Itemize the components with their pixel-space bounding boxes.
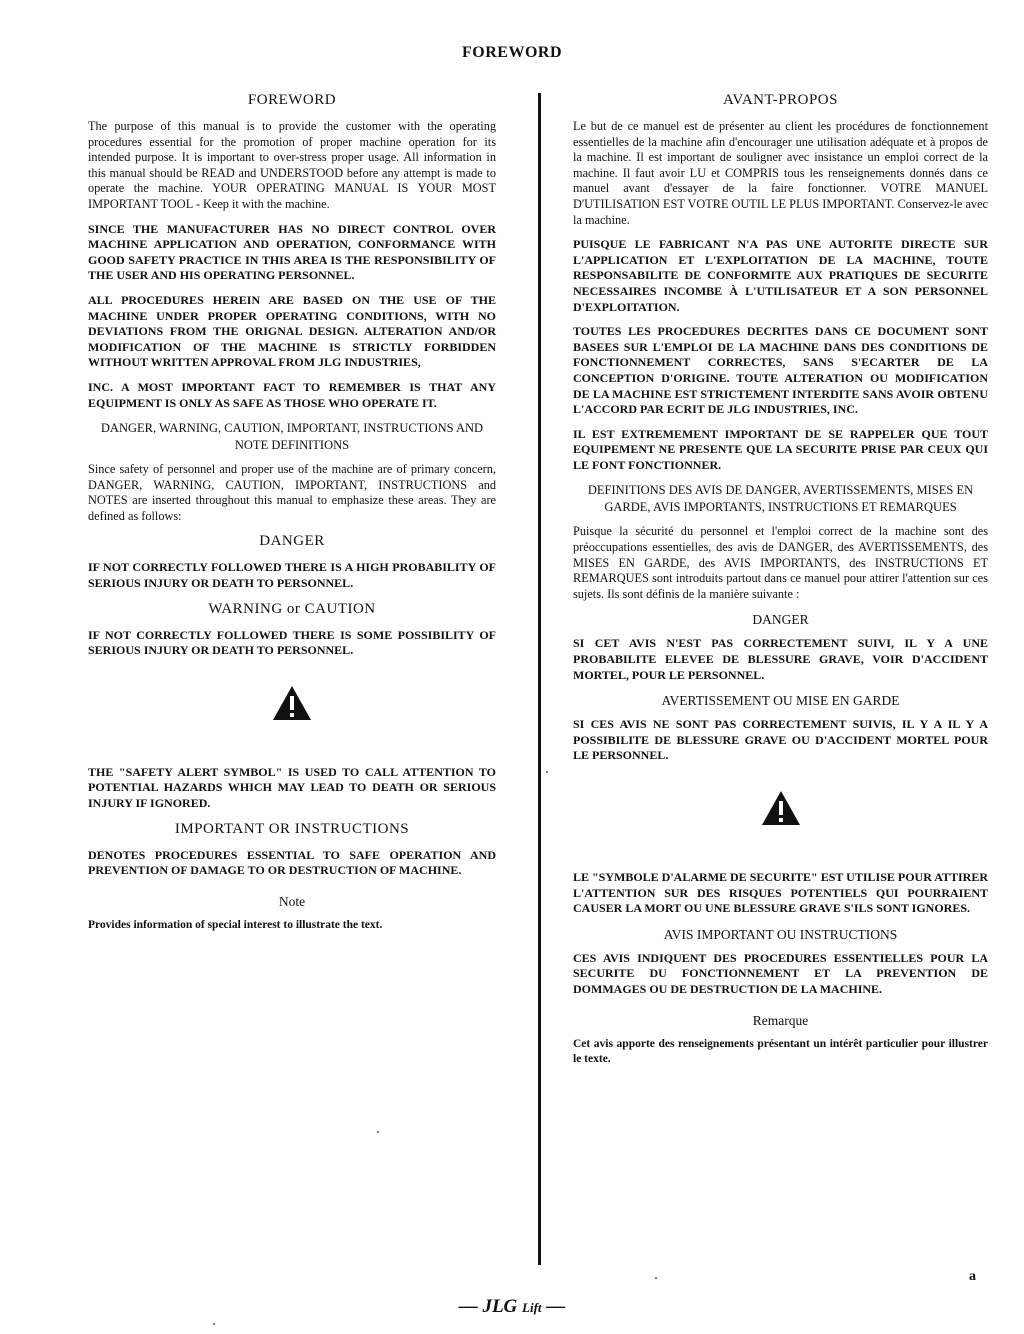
warning-triangle-icon xyxy=(272,685,312,721)
scan-speck xyxy=(377,1131,379,1133)
danger-text: SI CET AVIS N'EST PAS CORRECTEMENT SUIVI, IL Y A UNE PROBABILITE ELEVEE DE BLESSURE GRAVE, VOIR D'ACCIDENT MORTEL, POUR LE PERSONNEL. xyxy=(573,636,988,682)
definitions-heading: DEFINITIONS DES AVIS DE DANGER, AVERTISSEMENTS, MISES EN GARDE, AVIS IMPORTANTS, INSTRUCTIONS ET REMARQUES xyxy=(587,483,974,515)
warning-heading: WARNING or CAUTION xyxy=(208,600,376,617)
symbol-text: THE "SAFETY ALERT SYMBOL" IS USED TO CALL ATTENTION TO POTENTIAL HAZARDS WHICH MAY LEAD TO DEATH OR SERIOUS INJURY IF IGNORED. xyxy=(88,764,496,811)
page-title: FOREWORD xyxy=(462,44,562,61)
definitions-paragraph: Since safety of personnel and proper use of the machine are of primary concern, DANGER, WARNING, CAUTION, IMPORTANT, INSTRUCTIONS and NOTES are inserted throughout this manual to emphasize these areas. They are defined as follows: xyxy=(88,462,496,523)
symbol-text: LE "SYMBOLE D'ALARME DE SECURITE" EST UTILISE POUR ATTIRER L'ATTENTION SUR DES RISQUES POTENTIELS QUI POURRAIENT CAUSER LA MORT OU UNE BLESSURE GRAVE S'ILS SONT IGNORES. xyxy=(573,870,988,916)
warning-text: SI CES AVIS NE SONT PAS CORRECTEMENT SUIVIS, IL Y A IL Y A POSSIBILITE DE BLESSURE GRAVE OU D'ACCIDENT MORTEL POUR LE PERSONNEL. xyxy=(573,717,988,763)
procedures-paragraph: ALL PROCEDURES HEREIN ARE BASED ON THE USE OF THE MACHINE UNDER PROPER OPERATING CONDITIONS, WITH NO DEVIATIONS FROM THE ORIGNAL DESIGN. ALTERATION AND/OR MODIFICATION OF THE MACHINE IS STRICTLY FORBIDDEN WITHOUT WRITTEN APPROVAL FROM JLG INDUSTRIES, xyxy=(88,292,496,370)
safety-alert-symbol xyxy=(573,790,988,826)
footer-brand xyxy=(0,1296,1024,1318)
definitions-heading: DANGER, WARNING, CAUTION, IMPORTANT, INSTRUCTIONS AND NOTE DEFINITIONS xyxy=(100,421,484,453)
definitions-paragraph: Puisque la sécurité du personnel et l'emploi correct de la machine sont des préoccupations essentielles, des avis de DANGER, des AVERTISSEMENTS, des MISES EN GARDE, des AVIS IMPORTANTS, des INSTRUCTIONS ET REMARQUES sont introduits partout dans ce manuel pour attirer l'attention sur ces sujets. Ils sont définis de la manière suivante : xyxy=(573,524,988,601)
brand-dash: — xyxy=(546,1296,566,1317)
section-heading: AVANT-PROPOS xyxy=(723,92,838,108)
warning-triangle-icon xyxy=(761,790,801,826)
intro-paragraph: The purpose of this manual is to provide the customer with the operating procedures essential for the promotion of proper machine operation for its intended purpose. It is important to over-stress proper usage. All information in this manual should be READ and UNDERSTOOD before any attempt is made to operate the machine. YOUR OPERATING MANUAL IS YOUR MOST IMPORTANT TOOL - Keep it with the machine. xyxy=(88,119,496,211)
manufacturer-paragraph: SINCE THE MANUFACTURER HAS NO DIRECT CONTROL OVER MACHINE APPLICATION AND OPERATION, CONFORMANCE WITH GOOD SAFETY PRACTICE IN THIS AREA IS THE RESPONSIBILITY OF THE USER AND HIS OPERATING PERSONNEL. xyxy=(88,221,496,283)
fact-paragraph: INC. A MOST IMPORTANT FACT TO REMEMBER IS THAT ANY EQUIPMENT IS ONLY AS SAFE AS THOSE WHO OPERATE IT. xyxy=(88,379,496,410)
note-heading: Remarque xyxy=(752,1012,809,1028)
danger-heading: DANGER xyxy=(752,612,809,628)
warning-heading: AVERTISSEMENT OU MISE EN GARDE xyxy=(661,693,900,709)
warning-text: IF NOT CORRECTLY FOLLOWED THERE IS SOME POSSIBILITY OF SERIOUS INJURY OR DEATH TO PERSONNEL. xyxy=(88,627,496,658)
scan-speck xyxy=(213,1323,215,1325)
important-text: DENOTES PROCEDURES ESSENTIAL TO SAFE OPERATION AND PREVENTION OF DAMAGE TO OR DESTRUCTION OF MACHINE. xyxy=(88,847,496,878)
brand-suffix: Lift xyxy=(522,1300,542,1315)
fact-paragraph: IL EST EXTREMEMENT IMPORTANT DE SE RAPPELER QUE TOUT EQUIPEMENT NE PRESENTE QUE LA SECURITE PRISE PAR CEUX QUI LE FONT FONCTIONNER. xyxy=(573,426,988,472)
manufacturer-paragraph: PUISQUE LE FABRICANT N'A PAS UNE AUTORITE DIRECTE SUR L'APPLICATION ET L'EXPLOITATION DE LA MACHINE, TOUTE RESPONSABILITE DE CONFORMITE AUX PRATIQUES DE SECURITE NECESSAIRES INCOMBE À L'UTILISATEUR ET A SON PERSONNEL D'EXPLOITATION. xyxy=(573,237,988,314)
important-text: CES AVIS INDIQUENT DES PROCEDURES ESSENTIELLES POUR LA SECURITE DU FONCTIONNEMENT ET LA PREVENTION DE DOMMAGES OU DE DESTRUCTION DE LA MACHINE. xyxy=(573,950,988,996)
note-heading: Note xyxy=(278,893,306,909)
danger-text: IF NOT CORRECTLY FOLLOWED THERE IS A HIGH PROBABILITY OF SERIOUS INJURY OR DEATH TO PERSONNEL. xyxy=(88,560,496,591)
scan-speck xyxy=(655,1277,657,1279)
english-column xyxy=(88,92,496,942)
section-heading: FOREWORD xyxy=(247,92,337,108)
french-column xyxy=(573,92,988,1077)
safety-alert-symbol xyxy=(88,685,496,721)
note-text: Provides information of special interest to illustrate the text. xyxy=(88,918,383,931)
brand-name: — JLG xyxy=(458,1296,518,1317)
intro-paragraph: Le but de ce manuel est de présenter au client les procédures de fonctionnement essentielles de la machine afin d'encourager une utilisation adéquate et à propos de la machine. Il est important de souligner avec insistance un emploi correct de la machine. Il faut avoir LU et COMPRIS tous les renseignements donnés dans ce manuel avant d'essayer de la faire fonctionner. VOTRE MANUEL D'UTILISATION EST VOTRE OUTIL LE PLUS IMPORTANT. Conservez-le avec la machine. xyxy=(573,119,988,227)
danger-heading: DANGER xyxy=(259,533,325,550)
column-divider xyxy=(538,93,541,1265)
page-number: a xyxy=(969,1269,976,1284)
important-heading: AVIS IMPORTANT OU INSTRUCTIONS xyxy=(663,926,898,942)
note-text: Cet avis apporte des renseignements présentant un intérêt particulier pour illustrer le texte. xyxy=(573,1037,988,1066)
procedures-paragraph: TOUTES LES PROCEDURES DECRITES DANS CE DOCUMENT SONT BASEES SUR L'EMPLOI DE LA MACHINE DANS DES CONDITIONS DE FONCTIONNEMENT CORRECTES, SANS S'ECARTER DE LA CONCEPTION D'ORIGINE. TOUTE ALTERATION OU MODIFICATION DE LA MACHINE EST STRICTEMENT INTERDITE SANS AVOIR OBTENU L'ACCORD PAR ECRIT DE JLG INDUSTRIES, INC. xyxy=(573,324,988,417)
important-heading: IMPORTANT OR INSTRUCTIONS xyxy=(174,820,410,837)
scan-speck xyxy=(546,771,548,773)
